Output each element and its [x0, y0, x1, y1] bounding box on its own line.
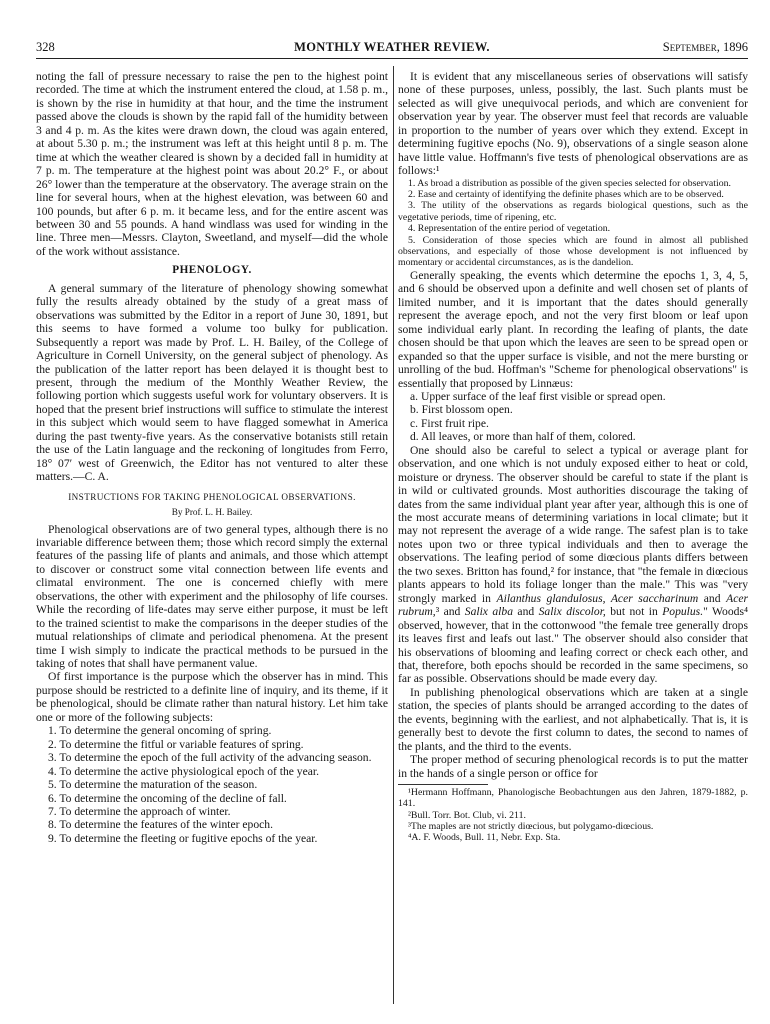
text-run: ³ and [435, 605, 465, 619]
species-name: Populus. [662, 605, 704, 619]
species-name: Ailanthus glandulosus, Acer saccharinum [496, 591, 699, 605]
publishing-paragraph: In publishing phenological observations which are taken at a single station, the species of plants should be arranged according to the dates of the events, beginning with the earliest, and not alphabetically. That is, it is generally best to devote the first column to dates, the second to names of the plants, and the third to the events. [398, 685, 748, 753]
footnote-divider [398, 784, 488, 785]
list-item: 4. Representation of the entire period of vegetation. [408, 223, 611, 235]
journal-title: MONTHLY WEATHER REVIEW. [294, 40, 490, 54]
list-item: 3. The utility of the observations as regards biological questions, such as the vegetative periods, time of ripening, etc. [398, 200, 748, 223]
footnote: ¹Hermann Hoffmann, Phanologische Beobachtungen aus den Jahren, 1879-1882, p. 141. [398, 787, 748, 810]
kite-report-paragraph: noting the fall of pressure necessary to raise the pen to the highest point recorded. The time at which the instrument entered the cloud, at 1.58 p. m., is shown by the rise in humidity at that hour, and the time the instrument passed above the clouds is shown by the rapid fall of the humidity between 3 and 4 p. m. As the kites were drawn down, the cloud was again entered, at about 5.30 p. m.; the instrument was left at this height until 8 p. m. The time at which the weather cleared is shown by a decided fall in humidity at 7 p. m. The temperature at the highest point was about 20.2° F., or about 26° lower than the temperature at the observatory. The average strain on the line for several hours, when at the highest elevation, was between 60 and 100 pounds, but after 6 p. m. it became less, and for the entire ascent was between 30 and 55 pounds. A hand windlass was used for winding in the line. Three men—Messrs. Clayton, Sweetland, and myself—did the whole of the work without assistance. [36, 70, 388, 258]
editor-note-paragraph: A general summary of the literature of phenology showing somewhat fully the results already obtained by the study of a great mass of observations was submitted by the Editor in a report of June 30, 1891, but this seems to have formed a volume too bulky for publication. Subsequently a report was made by Prof. L. H. Bailey, of the College of Agriculture in Cornell University, on the general subject of phenology. As the publication of the latter report has been delayed it is thought best to present, through the medium of the Monthly Weather Review, the following portion which suggests useful work for voluntary observers. It is hoped that the present brief instructions will suffice to stimulate the interest in this subject which would seem to have flagged somewhat in America during the past twenty-five years. As the conservative botanists still retain the use of the Latin language and the reckoning of longitudes from Ferro, 18° 07′ west of Greenwich, the Editor has not ventured to alter these matters.—C. A. [36, 281, 388, 484]
article-subheading: INSTRUCTIONS FOR TAKING PHENOLOGICAL OBSERVATIONS. [68, 491, 356, 502]
text-run: and [698, 591, 727, 605]
issue-date: September, 1896 [662, 40, 748, 54]
list-item: b. First blossom open. [410, 403, 513, 417]
section-heading: PHENOLOGY. [172, 264, 252, 277]
left-column [36, 70, 388, 845]
text-run: One should also be careful to select a typical or average plant for observation, and one which is not unduly exposed either to heat or cold, moisture or dryness. The observer should be careful to state if the plant is in wild or cultivated grounds. Most authorities discourage the taking of dates from the same individual plant year after year, although this is one of the most accurate means of determining variations in local climate; but it may not represent the average of a wide range. The safest plan is to take notes upon two or three typical individuals and then to average the observations. The leafing period of some diœcious plants differs between the two sexes. Britton has found,² for instance, that "the female in diœcious plants appears to hold its foliage longer than the male." This was "very strongly marked in [398, 443, 748, 605]
species-name: Salix alba [464, 605, 513, 619]
evident-paragraph: It is evident that any miscellaneous series of observations will satisfy none of these purposes, unless, possibly, the last. Such plants must be selected as will give unequivocal periods, and which are convenient for observation year by year. The observer must feel that records are valuable in proportion to the number of years over which they extend. Except in determining fugitive epochs (No. 9), observations of a single season alone have little value. Hoffmann's five tests of phenological observations are as follows:¹ [398, 70, 748, 178]
hoffmann-tests [398, 178, 748, 269]
list-item [36, 751, 388, 764]
species-name: Acer rubrum, [398, 591, 748, 619]
list-item: a. Upper surface of the leaf first visible or spread open. [410, 389, 666, 403]
footnote: ²Bull. Torr. Bot. Club, vi. 211. [408, 809, 526, 821]
list-item: 4. To determine the active physiological epoch of the year. [48, 764, 320, 778]
text-run: but not in [605, 605, 663, 619]
list-item-text: 3. To determine the epoch of the full activity of the advancing season. [48, 751, 372, 765]
footnote: ³The maples are not strictly diœcious, but polygamo-diœcious. [408, 820, 654, 832]
scheme-list [398, 390, 748, 444]
species-name: Salix discolor, [538, 605, 606, 619]
article-byline: By Prof. L. H. Bailey. [171, 507, 253, 518]
text-run: and [513, 605, 539, 619]
list-item: 1. As broad a distribution as possible of the given species selected for observation. [408, 177, 731, 189]
list-item: 6. To determine the oncoming of the decline of fall. [48, 791, 287, 805]
column-divider [393, 66, 394, 1004]
list-item: 2. To determine the fitful or variable features of spring. [48, 737, 304, 751]
list-item: 1. To determine the general oncoming of spring. [48, 724, 272, 738]
subjects-list [36, 724, 388, 845]
list-item: 8. To determine the features of the winter epoch. [48, 818, 273, 832]
list-item: 5. Consideration of those species which are found in almost all published observations, and especially of those whose development is not influenced by momentary or accidental circumstances, as is the dandelion. [398, 234, 748, 269]
list-item: c. First fruit ripe. [410, 416, 489, 430]
list-item: 9. To determine the fleeting or fugitive epochs of the year. [48, 831, 318, 845]
running-header [36, 38, 748, 59]
footnote: ⁴A. F. Woods, Bull. 11, Nebr. Exp. Sta. [408, 831, 561, 843]
intro-paragraph: Phenological observations are of two general types, although there is no invariable difference between them; those which record simply the external features of the passing life of plants and animals, and those which attempt to discover or construct some vital connection between life events and climatal environment. The one is concerned chiefly with mere observations, the other with experiment and the philosophy of life courses. While the recording of life-dates may serve either purpose, it must be left to the trained scientist to make the comparisons in the deeper studies of the mutual relationships of climate and periodical phenomena. At the present time I wish simply to indicate the practical methods to be pursued in the taking of notes that shall have permanent value. [36, 522, 388, 671]
method-paragraph: The proper method of securing phenological records is to put the matter in the hands of a single person or office for [398, 753, 748, 780]
list-item: d. All leaves, or more than half of them, colored. [410, 430, 636, 444]
list-item: 7. To determine the approach of winter. [48, 805, 231, 819]
list-item: 2. Ease and certainty of identifying the definite phases which are to be observed. [408, 189, 724, 201]
generally-paragraph: Generally speaking, the events which determine the epochs 1, 3, 4, 5, and 6 should be observed upon a definite and well chosen set of plants of limited number, and it is important that the dates should generally represent the average epoch, and not the very first bloom or leaf upon some individual early plant. In recording the leafing of plants, the date chosen should be that upon which the leaves are seen to be spread open or expanded so that the upper surface is visible, and not the mere bursting or unrolling of the bud. Hoffman's "Scheme for phenological observations" is essentially that proposed by Linnæus: [398, 268, 748, 390]
text-run: " Woods⁴ observed, however, that in the cottonwood "the female tree generally drops its leaves first and leafs out last." The observer should also consider that his observations of blooming and leafing correct or check each other, and that, therefore, both epochs should be recorded in the same specimens, so far as possible. Observations should be made every day. [398, 605, 749, 686]
purpose-paragraph: Of first importance is the purpose which the observer has in mind. This purpose should be restricted to a definite line of inquiry, and its theme, if it be phenological, should be climate rather than natural history. Let him take one or more of the following subjects: [36, 670, 388, 724]
list-item: 5. To determine the maturation of the season. [48, 778, 258, 792]
page-number: 328 [36, 40, 55, 54]
right-column [398, 70, 748, 843]
typical-plant-paragraph [398, 444, 748, 686]
